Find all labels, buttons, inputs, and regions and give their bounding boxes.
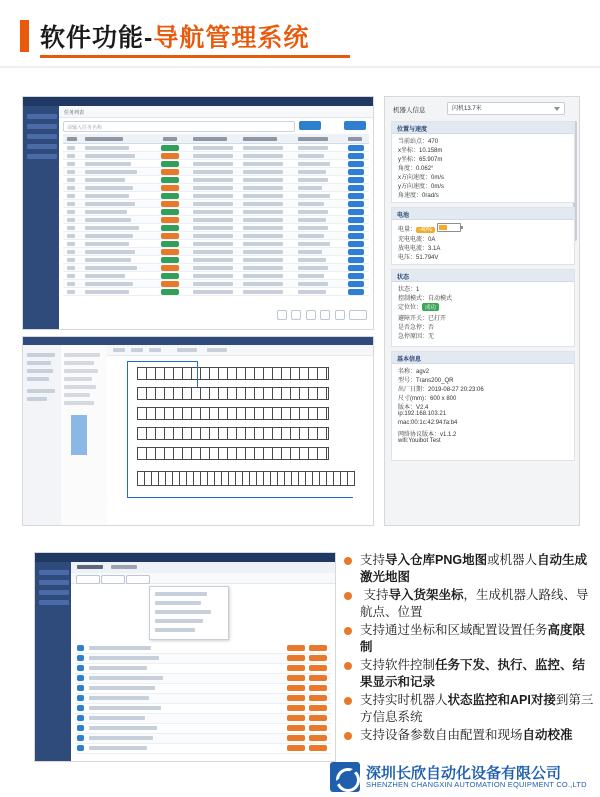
kv-value: V2.4 — [416, 405, 429, 411]
kv-label: 尺寸(mm)： — [398, 396, 430, 402]
app-sidebar[interactable] — [35, 562, 71, 761]
table-row[interactable] — [63, 280, 369, 288]
kv-label: wifi: — [398, 438, 409, 444]
kv-label: 角速度： — [398, 193, 423, 199]
table-row[interactable] — [63, 224, 369, 232]
page-4[interactable] — [320, 310, 330, 320]
group-status — [391, 269, 575, 347]
tree-item-0[interactable] — [27, 353, 55, 357]
kv-label: y坐标： — [398, 157, 420, 163]
tree-item-1[interactable] — [27, 361, 51, 365]
table-row[interactable] — [63, 240, 369, 248]
kv-value: 0rad/s — [422, 193, 439, 199]
table-row[interactable] — [63, 184, 369, 192]
kv-label: mac: — [398, 420, 412, 426]
config-row[interactable] — [75, 724, 331, 734]
kv-value: 1 — [416, 287, 420, 293]
table-row[interactable] — [63, 144, 369, 152]
kv-value: agv2 — [416, 369, 430, 375]
table-row[interactable] — [63, 176, 369, 184]
query-button[interactable] — [299, 121, 321, 130]
tree-item-5[interactable] — [27, 397, 47, 401]
group-title: 状态 — [397, 275, 410, 281]
screenshot-task-list — [22, 96, 374, 330]
company-logo-icon — [330, 762, 360, 792]
table-row[interactable] — [63, 216, 369, 224]
kv-label: ip: — [398, 411, 405, 417]
kv-value: 00:1c:42:94:fa:b4 — [411, 420, 458, 426]
table-row[interactable] — [63, 272, 369, 280]
robot-info-title: 机器人信息 — [393, 107, 426, 114]
pagination[interactable] — [277, 307, 367, 325]
group-header — [392, 270, 574, 282]
sidebar-item-3[interactable] — [27, 144, 57, 149]
table-row[interactable] — [63, 248, 369, 256]
kv-value: 600 x 800 — [430, 396, 457, 402]
config-row[interactable] — [75, 744, 331, 754]
header-accent-bar — [20, 20, 29, 52]
group-battery — [391, 207, 575, 265]
menu-item-0[interactable] — [155, 592, 207, 596]
kv-value: 0m/s — [431, 175, 445, 181]
kv-label: x坐标： — [398, 148, 420, 154]
tree-item-2[interactable] — [27, 369, 53, 373]
group-header — [392, 352, 574, 364]
table-row[interactable] — [63, 288, 369, 296]
kv-label: 避障开关： — [398, 316, 429, 322]
sidebar-item-2[interactable] — [39, 590, 69, 595]
col-action — [348, 137, 362, 141]
kv-label: 出厂日期： — [398, 387, 429, 393]
col-device — [298, 137, 328, 141]
company-name-cn: 深圳长欣自动化设备有限公司 — [366, 765, 562, 782]
task-list-content — [59, 106, 373, 329]
content-header — [59, 106, 373, 118]
bullet-item: 支持实时机器人状态监控和API对接到第三方信息系统 — [344, 692, 594, 726]
kv-label: 电压： — [398, 255, 417, 261]
sidebar-item-1[interactable] — [39, 580, 69, 585]
config-row[interactable] — [75, 664, 331, 674]
app-sidebar[interactable] — [23, 106, 59, 329]
config-row[interactable] — [75, 644, 331, 654]
table-row[interactable] — [63, 152, 369, 160]
kv-value: 自动模式 — [428, 296, 453, 302]
kv-value: 65.907m — [419, 157, 443, 163]
kv-value: 2019-08-27 20:23:06 — [428, 387, 484, 393]
map-property-panel[interactable] — [61, 345, 108, 525]
kv-value: 470 — [428, 139, 439, 145]
kv-label: 状态： — [398, 287, 417, 293]
table-row[interactable] — [63, 192, 369, 200]
config-row[interactable] — [75, 654, 331, 664]
map-titlebar — [23, 337, 373, 345]
feature-bullet-list — [344, 552, 594, 745]
group-header — [392, 122, 574, 134]
context-menu[interactable] — [149, 586, 229, 640]
kv-label: y方向速度： — [398, 184, 432, 190]
config-row[interactable] — [75, 714, 331, 724]
kv-value: 0A — [428, 237, 436, 243]
kv-label: 放电电流： — [398, 246, 429, 252]
page-5[interactable] — [335, 310, 345, 320]
kv-label: 电量： — [398, 227, 417, 233]
kv-label: 网络协议版本： — [398, 432, 441, 438]
status-badge: 成功 — [422, 303, 439, 311]
col-name — [85, 137, 123, 141]
menu-item-4[interactable] — [155, 628, 195, 632]
table-row[interactable] — [63, 168, 369, 176]
tree-item-3[interactable] — [27, 377, 49, 381]
col-start — [193, 137, 227, 141]
kv-value: 否 — [428, 325, 435, 331]
app-titlebar — [35, 553, 335, 562]
kv-value: 已打开 — [428, 316, 447, 322]
search-placeholder: 请输入任务名称 — [67, 125, 103, 131]
col-end — [243, 137, 277, 141]
header-divider — [0, 66, 600, 68]
bullet-item: 支持软件控制任务下发、执行、监控、结果显示和记录 — [344, 657, 594, 691]
toolbar-btn-0[interactable] — [76, 575, 100, 584]
kv-label: 型号： — [398, 378, 417, 384]
page-title-accent: 导航管理系统 — [153, 24, 310, 52]
app-titlebar — [23, 97, 373, 106]
table-header — [63, 134, 369, 144]
kv-label: 角度： — [398, 166, 417, 172]
robot-select-value: 闪机13.7米 — [452, 106, 482, 112]
robot-info-panel — [385, 97, 579, 525]
menu-item-1[interactable] — [155, 601, 201, 605]
kv-value: Trans200_QR — [416, 378, 454, 384]
screenshot-robot-info — [384, 96, 580, 526]
table-row[interactable] — [63, 200, 369, 208]
kv-value: Youibot Test — [408, 438, 441, 444]
page-2[interactable] — [291, 310, 301, 320]
kv-label: 控制模式： — [398, 296, 429, 302]
kv-label: 急停原因： — [398, 334, 429, 340]
page-next[interactable] — [349, 310, 367, 320]
col-status — [163, 137, 177, 141]
config-toolbar[interactable] — [71, 573, 335, 584]
battery-badge: -40% — [416, 227, 435, 233]
kv-value: 192.168.103.21 — [404, 411, 447, 417]
bullet-item: 支持导入货架坐标，生成机器人路线、导航点、位置 — [344, 587, 594, 621]
bullet-item: 支持设备参数自由配置和现场自动校准 — [344, 727, 594, 744]
kv-value: 10.158m — [419, 148, 443, 154]
tab-0[interactable] — [77, 565, 103, 569]
company-name-en: SHENZHEN CHANGXIN AUTOMATION EQUIPMENT CO.,LTD — [366, 780, 587, 789]
page-header — [0, 0, 600, 68]
config-row[interactable] — [75, 684, 331, 694]
page-title — [40, 18, 309, 54]
tab-1[interactable] — [111, 565, 137, 569]
config-rows[interactable] — [75, 644, 331, 757]
config-row[interactable] — [75, 694, 331, 704]
kv-value: 3.1A — [428, 246, 441, 252]
screenshot-map-editor — [22, 336, 374, 526]
sidebar-item-1[interactable] — [27, 124, 57, 129]
bullet-item: 支持导入仓库PNG地图或机器人自动生成激光地图 — [344, 552, 594, 586]
header-underline — [40, 55, 350, 58]
sidebar-item-0[interactable] — [27, 114, 57, 119]
group-header — [392, 208, 574, 220]
table-row[interactable] — [63, 208, 369, 216]
kv-label: 定位位： — [398, 305, 423, 311]
search-input[interactable] — [63, 121, 295, 132]
kv-label: 版本： — [398, 405, 417, 411]
sidebar-item-0[interactable] — [39, 570, 69, 575]
screenshot-param-config — [34, 552, 336, 762]
kv-label: 充电电流： — [398, 237, 429, 243]
toolbar-btn-1[interactable] — [101, 575, 125, 584]
toolbar-btn-2[interactable] — [126, 575, 150, 584]
map-canvas[interactable] — [107, 345, 373, 525]
page-title-main: 软件功能- — [40, 24, 154, 52]
col-index — [67, 137, 77, 141]
map-left-tree[interactable] — [23, 345, 62, 525]
table-row[interactable] — [63, 160, 369, 168]
bullet-item: 支持通过坐标和区域配置设置任务高度限制 — [344, 622, 594, 656]
kv-value: 无 — [428, 334, 435, 340]
group-title: 位置与速度 — [397, 127, 428, 133]
sidebar-item-3[interactable] — [39, 600, 69, 605]
config-content — [71, 562, 335, 761]
table-row[interactable] — [63, 256, 369, 264]
group-title: 基本信息 — [397, 357, 422, 363]
kv-value: 0.062° — [416, 166, 434, 172]
footer-logo — [330, 762, 592, 794]
group-position-speed — [391, 121, 575, 203]
kv-label: 当前站点： — [398, 139, 429, 145]
group-title: 电池 — [397, 213, 410, 219]
kv-value: 0m/s — [431, 184, 445, 190]
sidebar-item-2[interactable] — [27, 134, 57, 139]
kv-label: 名称： — [398, 369, 417, 375]
config-row[interactable] — [75, 734, 331, 744]
kv-label: x方向速度： — [398, 175, 432, 181]
config-row[interactable] — [75, 704, 331, 714]
group-basic-info — [391, 351, 575, 461]
sidebar-item-4[interactable] — [27, 154, 57, 159]
menu-item-2[interactable] — [155, 610, 211, 614]
table-row[interactable] — [63, 232, 369, 240]
table-body[interactable] — [63, 144, 369, 304]
map-toolbar[interactable] — [107, 345, 373, 356]
tree-item-4[interactable] — [27, 389, 55, 393]
page-3[interactable] — [306, 310, 316, 320]
menu-item-3[interactable] — [155, 619, 203, 623]
robot-select[interactable] — [447, 102, 565, 115]
kv-label: 是否急停： — [398, 325, 429, 331]
kv-value: 51.794V — [416, 255, 439, 261]
config-row[interactable] — [75, 674, 331, 684]
kv-value: v1.1.2 — [440, 432, 457, 438]
page-1[interactable] — [277, 310, 287, 320]
panel-title: 任务列表 — [64, 110, 85, 116]
chevron-down-icon — [554, 107, 560, 111]
table-row[interactable] — [63, 264, 369, 272]
new-task-button[interactable] — [344, 121, 366, 130]
battery-icon — [437, 223, 461, 232]
